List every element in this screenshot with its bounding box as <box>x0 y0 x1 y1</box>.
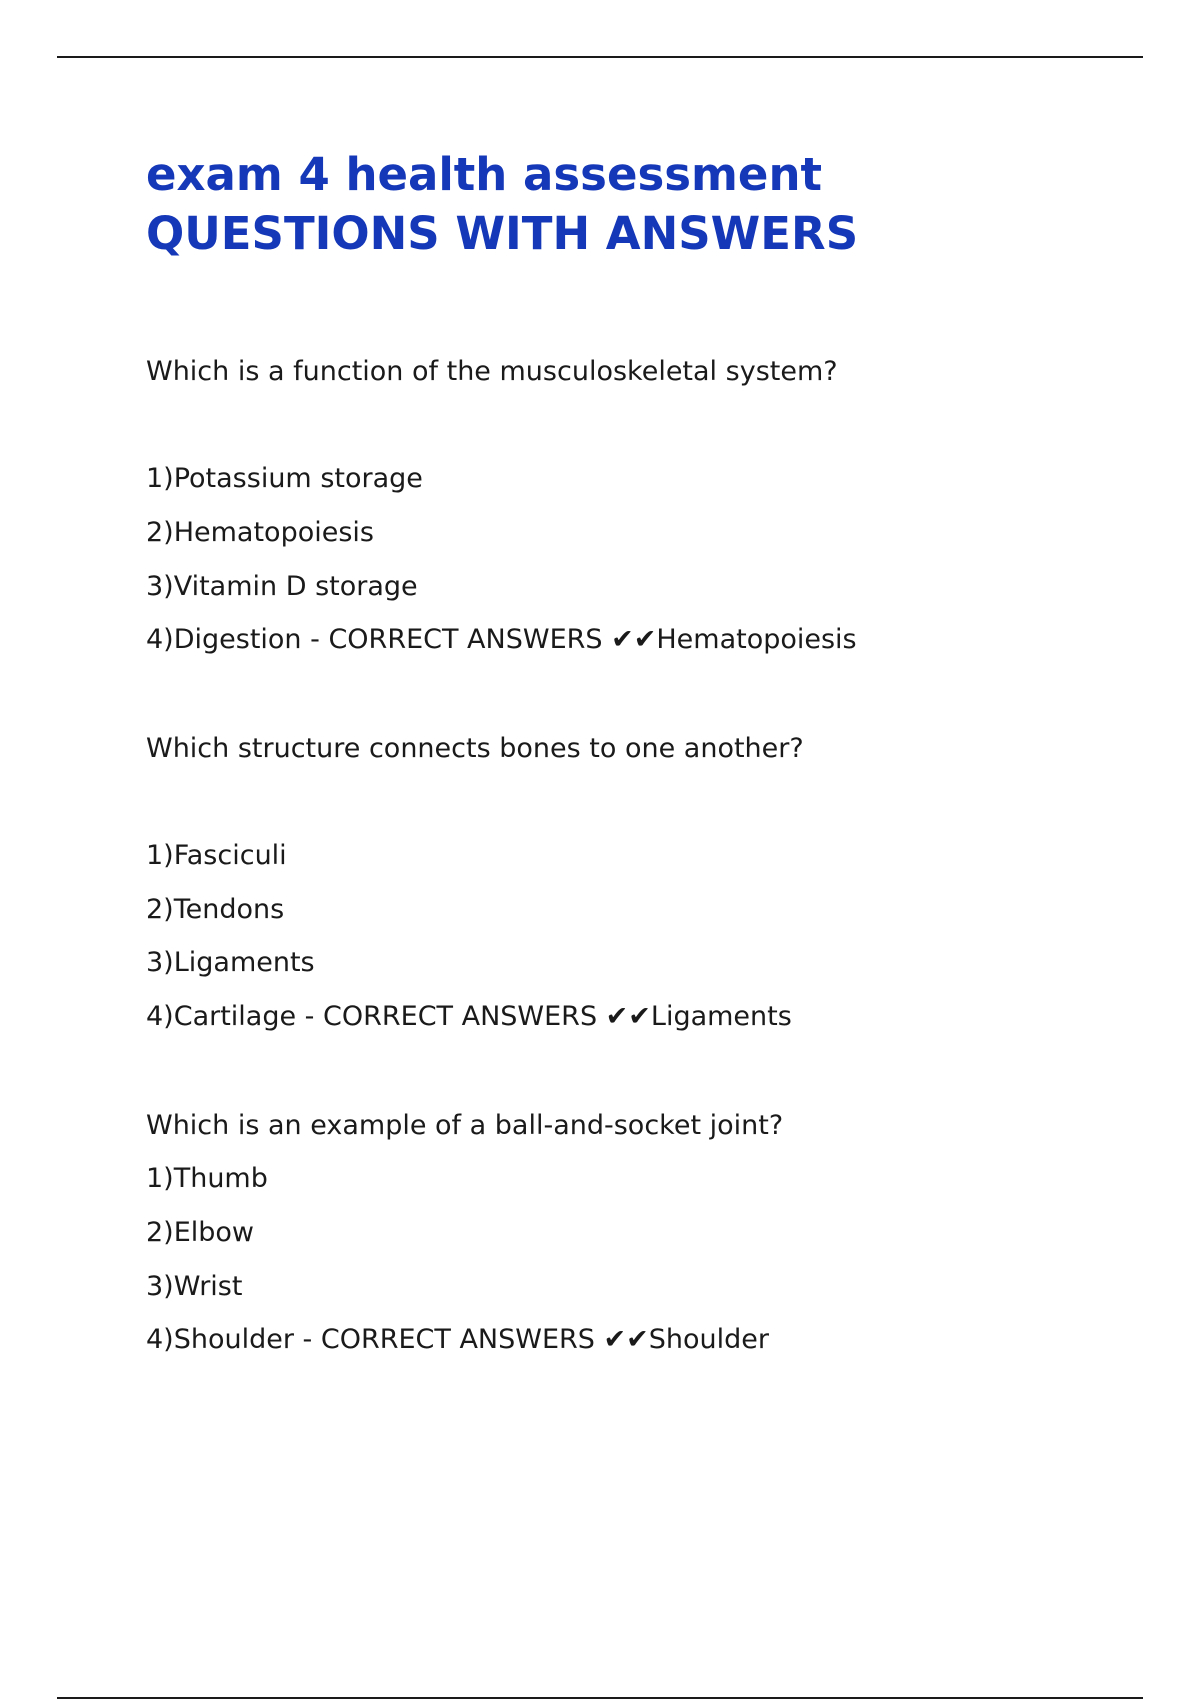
question-3-option-3: 3)Wrist <box>146 1271 243 1302</box>
title-line-1: exam 4 health assessment <box>146 148 822 201</box>
footer-rule <box>57 1697 1143 1699</box>
question-3-option-4-answer: 4)Shoulder - CORRECT ANSWERS ✔✔Shoulder <box>146 1324 769 1355</box>
question-1-option-4-answer: 4)Digestion - CORRECT ANSWERS ✔✔Hematopoiesis <box>146 624 857 655</box>
question-2-option-3: 3)Ligaments <box>146 947 315 978</box>
question-3-option-2: 2)Elbow <box>146 1217 255 1248</box>
document-title <box>146 145 858 263</box>
question-1-option-1: 1)Potassium storage <box>146 463 423 494</box>
question-3-text: Which is an example of a ball-and-socket joint? <box>146 1110 784 1141</box>
question-1-text: Which is a function of the musculoskeletal system? <box>146 356 838 387</box>
question-1-option-2: 2)Hematopoiesis <box>146 517 374 548</box>
question-2-text: Which structure connects bones to one another? <box>146 733 804 764</box>
question-3-option-1: 1)Thumb <box>146 1163 268 1194</box>
question-2-option-1: 1)Fasciculi <box>146 840 287 871</box>
question-2-option-2: 2)Tendons <box>146 894 285 925</box>
header-rule <box>57 56 1143 58</box>
question-1-option-3: 3)Vitamin D storage <box>146 571 418 602</box>
title-line-2: QUESTIONS WITH ANSWERS <box>146 207 859 260</box>
question-2-option-4-answer: 4)Cartilage - CORRECT ANSWERS ✔✔Ligaments <box>146 1001 792 1032</box>
